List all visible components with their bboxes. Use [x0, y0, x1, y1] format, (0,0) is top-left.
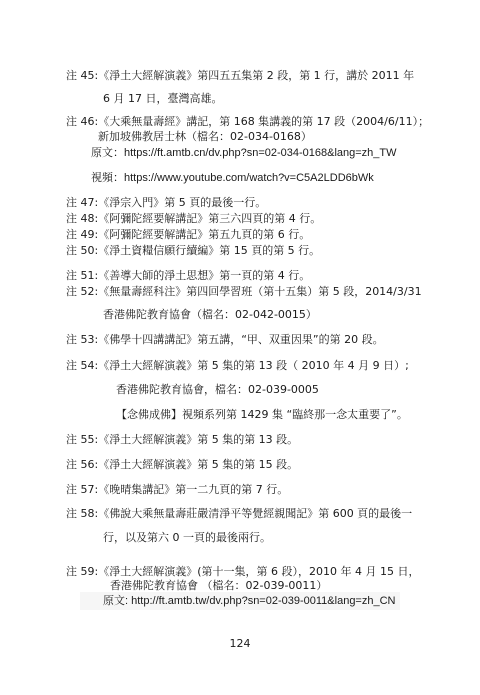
- footnote-59-line-2: 香港佛陀教育協會 （檔名：02-039-0011）: [110, 579, 328, 592]
- footnote-57: 注 57:《晚晴集講記》第一二九頁的第 7 行。: [66, 483, 289, 496]
- footnote-50: 注 50:《淨土資糧信願行續編》第 15 頁的第 5 行。: [66, 244, 321, 257]
- footnote-46-line-1: 注 46:《大乘無量壽經》講記，第 168 集講義的第 17 段（2004/6/11）；: [66, 115, 430, 128]
- footnote-58-line-1: 注 58:《佛說大乘無量壽莊嚴清淨平等覺經親聞記》第 600 頁的最後一: [66, 507, 413, 520]
- footnote-54-line-1: 注 54:《淨土大經解演義》第 5 集的第 13 段（ 2010 年 4 月 9 日）;: [66, 359, 409, 372]
- footnote-56: 注 56:《淨土大經解演義》第 5 集的第 15 段。: [66, 458, 299, 471]
- footnote-46-video-link[interactable]: 視頻：https://www.youtube.com/watch?v=C5A2LDD6bWk: [91, 172, 374, 184]
- footnote-54-line-3: 【念佛成佛】視頻系列第 1429 集 “臨終那一念太重要了”。: [116, 408, 408, 421]
- footnote-46-line-2: 新加坡佛教居士林（檔名：02-034-0168）: [98, 130, 312, 143]
- footnote-59-source-link[interactable]: 原文: http://ft.amtb.tw/dv.php?sn=02-039-0011&lang=zh_CN: [103, 595, 396, 607]
- footnote-52-line-1: 注 52:《無量壽經科注》第四回學習班（第十五集）第 5 段，2014/3/31: [66, 285, 422, 298]
- footnote-49: 注 49:《阿彌陀經要解講記》第五九頁的第 6 行。: [66, 228, 311, 241]
- page-number: 124: [229, 637, 251, 650]
- footnote-54-line-2: 香港佛陀教育協會，檔名：02-039-0005: [116, 383, 319, 396]
- footnote-59-line-1: 注 59:《淨土大經解演義》(第十一集，第 6 段），2010 年 4 月 15 日，: [66, 565, 420, 578]
- footnote-46-source-link[interactable]: 原文：https://ft.amtb.cn/dv.php?sn=02-034-0168&lang=zh_TW: [91, 147, 397, 159]
- footnote-55: 注 55:《淨土大經解演義》第 5 集的第 13 段。: [66, 433, 299, 446]
- footnote-48: 注 48:《阿彌陀經要解講記》第三六四頁的第 4 行。: [66, 212, 322, 225]
- footnote-51: 注 51:《善導大師的淨土思想》第一頁的第 4 行。: [66, 269, 311, 282]
- footnote-52-line-2: 香港佛陀教育協會（檔名：02-042-0015）: [103, 308, 317, 321]
- footnote-45-line-2: 6 月 17 日，臺灣高雄。: [103, 92, 223, 105]
- footnote-58-line-2: 行，以及第六 0 一頁的最後兩行。: [103, 531, 271, 544]
- footnote-47: 注 47:《淨宗入門》第 5 頁的最後一行。: [66, 196, 267, 209]
- footnote-53: 注 53:《佛學十四講講記》第五講，“甲、双重因果”的第 20 段。: [66, 333, 384, 346]
- footnote-45-line-1: 注 45:《淨土大經解演義》第四五五集第 2 段，第 1 行，講於 2011 年: [66, 69, 415, 82]
